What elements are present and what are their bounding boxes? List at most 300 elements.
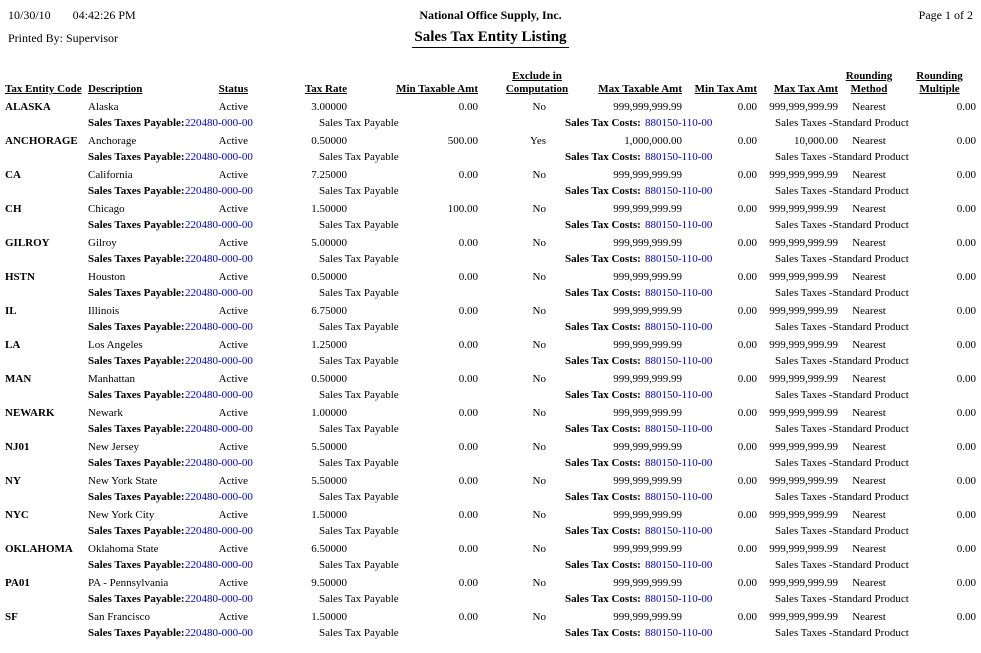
accounts-row xyxy=(0,592,981,606)
max-taxable-amt-value: 999,999,999.99 xyxy=(613,101,682,113)
exclude-in-computation-value: No xyxy=(532,339,546,351)
accounts-row xyxy=(0,422,981,436)
tax-entity-code: SF xyxy=(5,611,18,623)
col-max-tax-amt-label: Max Tax Amt xyxy=(773,83,838,95)
tax-entity-code: PA01 xyxy=(5,577,30,589)
max-tax-amt-value: 999,999,999.99 xyxy=(769,611,838,623)
tax-entity-status: Active xyxy=(218,339,248,351)
tax-entity-row xyxy=(0,508,981,522)
max-taxable-amt-value: 999,999,999.99 xyxy=(613,475,682,487)
tax-entity-group xyxy=(0,440,981,470)
sales-tax-costs-account-link[interactable]: 880150-110-00 xyxy=(645,185,713,197)
tax-entity-code: ANCHORAGE xyxy=(5,135,78,147)
company-name: National Office Supply, Inc. xyxy=(419,8,562,22)
rounding-method-value: Nearest xyxy=(852,611,886,623)
min-tax-amt-value: 0.00 xyxy=(737,101,757,113)
sales-taxes-payable-account-description: Sales Tax Payable xyxy=(319,355,399,367)
tax-entity-code: NJ01 xyxy=(5,441,30,453)
tax-entity-group xyxy=(0,168,981,198)
tax-entity-status: Active xyxy=(218,101,248,113)
tax-rate-value: 5.50000 xyxy=(311,441,347,453)
col-min-tax-amt-label: Min Tax Amt xyxy=(694,83,757,95)
tax-entity-description: New Jersey xyxy=(88,441,140,453)
max-tax-amt-value: 999,999,999.99 xyxy=(769,373,838,385)
sales-taxes-payable-account-link[interactable]: 220480-000-00 xyxy=(185,151,253,163)
sales-taxes-payable-account-link[interactable]: 220480-000-00 xyxy=(185,423,253,435)
exclude-in-computation-value: No xyxy=(532,373,546,385)
sales-taxes-payable-account-link[interactable]: 220480-000-00 xyxy=(185,559,253,571)
sales-taxes-payable-account-description: Sales Tax Payable xyxy=(319,423,399,435)
exclude-in-computation-value: No xyxy=(532,543,546,555)
tax-entity-description: Newark xyxy=(88,407,123,419)
sales-tax-costs-label: Sales Tax Costs: xyxy=(565,389,641,401)
sales-tax-costs-account-description: Sales Taxes -Standard Product xyxy=(775,559,909,571)
sales-taxes-payable-account-link[interactable]: 220480-000-00 xyxy=(185,355,253,367)
rounding-method-value: Nearest xyxy=(852,237,886,249)
min-tax-amt-value: 0.00 xyxy=(737,135,757,147)
tax-entity-code: NEWARK xyxy=(5,407,55,419)
tax-entity-status: Active xyxy=(218,305,248,317)
col-description xyxy=(86,70,214,96)
max-tax-amt-value: 999,999,999.99 xyxy=(769,441,838,453)
sales-taxes-payable-account-link[interactable]: 220480-000-00 xyxy=(185,389,253,401)
rounding-method-value: Nearest xyxy=(852,407,886,419)
tax-entity-status: Active xyxy=(218,271,248,283)
accounts-row xyxy=(0,320,981,334)
tax-rate-value: 0.50000 xyxy=(311,373,347,385)
rounding-multiple-value: 0.00 xyxy=(956,135,976,147)
rounding-multiple-value: 0.00 xyxy=(956,475,976,487)
tax-entity-row xyxy=(0,100,981,114)
accounts-row xyxy=(0,252,981,266)
min-tax-amt-value: 0.00 xyxy=(737,543,757,555)
sales-tax-costs-account-description: Sales Taxes -Standard Product xyxy=(775,627,909,639)
sales-taxes-payable-label: Sales Taxes Payable: xyxy=(88,525,185,537)
col-max-taxable-amt xyxy=(568,70,684,96)
sales-taxes-payable-account-link[interactable]: 220480-000-00 xyxy=(185,219,253,231)
exclude-in-computation-value: No xyxy=(532,169,546,181)
rounding-multiple-value: 0.00 xyxy=(956,407,976,419)
min-tax-amt-value: 0.00 xyxy=(737,203,757,215)
rounding-multiple-value: 0.00 xyxy=(956,543,976,555)
column-headers xyxy=(0,70,981,96)
accounts-row xyxy=(0,490,981,504)
max-taxable-amt-value: 999,999,999.99 xyxy=(613,305,682,317)
tax-entity-group xyxy=(0,134,981,164)
sales-tax-costs-account-link[interactable]: 880150-110-00 xyxy=(645,559,713,571)
sales-taxes-payable-label: Sales Taxes Payable: xyxy=(88,593,185,605)
tax-entity-status: Active xyxy=(218,543,248,555)
col-max-tax-amt xyxy=(759,70,840,96)
rounding-method-value: Nearest xyxy=(852,577,886,589)
report-title: Sales Tax Entity Listing xyxy=(412,29,568,48)
exclude-in-computation-value: No xyxy=(532,441,546,453)
sales-tax-costs-label: Sales Tax Costs: xyxy=(565,423,641,435)
printed-by: Printed By: Supervisor xyxy=(8,31,118,45)
sales-taxes-payable-account-description: Sales Tax Payable xyxy=(319,219,399,231)
sales-taxes-payable-account-description: Sales Tax Payable xyxy=(319,321,399,333)
sales-tax-costs-account-link[interactable]: 880150-110-00 xyxy=(645,117,713,129)
page-number: Page 1 of 2 xyxy=(918,8,973,22)
sales-tax-costs-label: Sales Tax Costs: xyxy=(565,525,641,537)
max-taxable-amt-value: 999,999,999.99 xyxy=(613,611,682,623)
tax-rate-value: 6.75000 xyxy=(311,305,347,317)
report-header-center xyxy=(238,8,743,48)
tax-rate-value: 5.50000 xyxy=(311,475,347,487)
sales-taxes-payable-label: Sales Taxes Payable: xyxy=(88,117,185,129)
max-tax-amt-value: 999,999,999.99 xyxy=(769,203,838,215)
rounding-method-value: Nearest xyxy=(852,305,886,317)
min-taxable-amt-value: 500.00 xyxy=(447,135,478,147)
sales-tax-costs-label: Sales Tax Costs: xyxy=(565,185,641,197)
tax-entity-status: Active xyxy=(218,509,248,521)
tax-entity-description: New York City xyxy=(88,509,155,521)
sales-taxes-payable-label: Sales Taxes Payable: xyxy=(88,253,185,265)
sales-taxes-payable-account-description: Sales Tax Payable xyxy=(319,559,399,571)
tax-entity-status: Active xyxy=(218,577,248,589)
min-tax-amt-value: 0.00 xyxy=(737,509,757,521)
min-taxable-amt-value: 0.00 xyxy=(458,509,478,521)
tax-rate-value: 1.50000 xyxy=(311,509,347,521)
min-taxable-amt-value: 0.00 xyxy=(458,475,478,487)
sales-taxes-payable-account-link[interactable]: 220480-000-00 xyxy=(185,253,253,265)
sales-tax-costs-label: Sales Tax Costs: xyxy=(565,117,641,129)
max-tax-amt-value: 999,999,999.99 xyxy=(769,169,838,181)
sales-tax-costs-label: Sales Tax Costs: xyxy=(565,287,641,299)
tax-entity-status: Active xyxy=(218,611,248,623)
tax-entity-code: CA xyxy=(5,169,21,181)
col-rounding-method-line2: Method xyxy=(850,83,888,95)
sales-taxes-payable-account-link[interactable]: 220480-000-00 xyxy=(185,491,253,503)
tax-entity-group xyxy=(0,338,981,368)
sales-tax-costs-account-link[interactable]: 880150-110-00 xyxy=(645,321,713,333)
tax-rate-value: 6.50000 xyxy=(311,543,347,555)
rounding-method-value: Nearest xyxy=(852,441,886,453)
sales-taxes-payable-account-link[interactable]: 220480-000-00 xyxy=(185,593,253,605)
sales-taxes-payable-label: Sales Taxes Payable: xyxy=(88,185,185,197)
col-status-label: Status xyxy=(218,83,248,95)
sales-tax-costs-account-link[interactable]: 880150-110-00 xyxy=(645,423,713,435)
tax-entity-code: NYC xyxy=(5,509,29,521)
sales-tax-costs-account-description: Sales Taxes -Standard Product xyxy=(775,151,909,163)
tax-rate-value: 0.50000 xyxy=(311,271,347,283)
col-rounding-method xyxy=(840,70,898,96)
min-taxable-amt-value: 0.00 xyxy=(458,611,478,623)
sales-tax-costs-account-link[interactable]: 880150-110-00 xyxy=(645,287,713,299)
tax-rate-value: 9.50000 xyxy=(311,577,347,589)
accounts-row xyxy=(0,558,981,572)
max-tax-amt-value: 999,999,999.99 xyxy=(769,407,838,419)
min-taxable-amt-value: 0.00 xyxy=(458,339,478,351)
sales-taxes-payable-label: Sales Taxes Payable: xyxy=(88,287,185,299)
exclude-in-computation-value: No xyxy=(532,203,546,215)
sales-tax-costs-label: Sales Tax Costs: xyxy=(565,593,641,605)
col-max-taxable-amt-label: Max Taxable Amt xyxy=(598,83,682,95)
sales-taxes-payable-label: Sales Taxes Payable: xyxy=(88,151,185,163)
accounts-row xyxy=(0,184,981,198)
min-taxable-amt-value: 0.00 xyxy=(458,101,478,113)
tax-entity-code: MAN xyxy=(5,373,32,385)
max-taxable-amt-value: 999,999,999.99 xyxy=(613,169,682,181)
exclude-in-computation-value: No xyxy=(532,305,546,317)
min-tax-amt-value: 0.00 xyxy=(737,305,757,317)
max-tax-amt-value: 999,999,999.99 xyxy=(769,339,838,351)
sales-taxes-payable-account-description: Sales Tax Payable xyxy=(319,457,399,469)
sales-taxes-payable-account-link[interactable]: 220480-000-00 xyxy=(185,287,253,299)
sales-taxes-payable-account-description: Sales Tax Payable xyxy=(319,593,399,605)
tax-rate-value: 3.00000 xyxy=(311,101,347,113)
max-taxable-amt-value: 999,999,999.99 xyxy=(613,373,682,385)
sales-tax-costs-account-link[interactable]: 880150-110-00 xyxy=(645,253,713,265)
col-description-label: Description xyxy=(88,83,143,95)
col-exclude-line2: Computation xyxy=(505,83,569,95)
sales-tax-costs-account-description: Sales Taxes -Standard Product xyxy=(775,321,909,333)
rounding-multiple-value: 0.00 xyxy=(956,101,976,113)
tax-entity-description: PA - Pennsylvania xyxy=(88,577,169,589)
rounding-method-value: Nearest xyxy=(852,373,886,385)
tax-entity-code: IL xyxy=(5,305,17,317)
sales-tax-costs-account-link[interactable]: 880150-110-00 xyxy=(645,355,713,367)
tax-entity-row xyxy=(0,236,981,250)
min-tax-amt-value: 0.00 xyxy=(737,339,757,351)
sales-tax-costs-label: Sales Tax Costs: xyxy=(565,355,641,367)
report-header xyxy=(0,0,981,48)
tax-rate-value: 1.50000 xyxy=(311,611,347,623)
rounding-method-value: Nearest xyxy=(852,135,886,147)
sales-taxes-payable-account-link[interactable]: 220480-000-00 xyxy=(185,117,253,129)
min-taxable-amt-value: 0.00 xyxy=(458,237,478,249)
sales-tax-costs-account-link[interactable]: 880150-110-00 xyxy=(645,219,713,231)
sales-taxes-payable-account-description: Sales Tax Payable xyxy=(319,253,399,265)
tax-entity-row xyxy=(0,474,981,488)
tax-entity-group xyxy=(0,304,981,334)
max-tax-amt-value: 999,999,999.99 xyxy=(769,577,838,589)
tax-entity-description: Manhattan xyxy=(88,373,136,385)
sales-tax-costs-account-description: Sales Taxes -Standard Product xyxy=(775,219,909,231)
tax-rate-value: 7.25000 xyxy=(311,169,347,181)
max-tax-amt-value: 10,000.00 xyxy=(794,135,838,147)
min-tax-amt-value: 0.00 xyxy=(737,271,757,283)
sales-tax-costs-account-description: Sales Taxes -Standard Product xyxy=(775,491,909,503)
tax-entity-status: Active xyxy=(218,135,248,147)
rounding-multiple-value: 0.00 xyxy=(956,441,976,453)
tax-entity-group xyxy=(0,202,981,232)
tax-entity-row xyxy=(0,270,981,284)
max-tax-amt-value: 999,999,999.99 xyxy=(769,475,838,487)
col-tax-entity-code-label: Tax Entity Code xyxy=(5,83,82,95)
sales-taxes-payable-label: Sales Taxes Payable: xyxy=(88,219,185,231)
rounding-method-value: Nearest xyxy=(852,543,886,555)
accounts-row xyxy=(0,150,981,164)
exclude-in-computation-value: No xyxy=(532,237,546,249)
tax-entity-group xyxy=(0,100,981,130)
tax-rate-value: 1.00000 xyxy=(311,407,347,419)
max-taxable-amt-value: 999,999,999.99 xyxy=(613,407,682,419)
min-tax-amt-value: 0.00 xyxy=(737,611,757,623)
tax-entity-row xyxy=(0,406,981,420)
accounts-row xyxy=(0,116,981,130)
sales-tax-costs-label: Sales Tax Costs: xyxy=(565,559,641,571)
sales-tax-costs-account-link[interactable]: 880150-110-00 xyxy=(645,627,713,639)
tax-entity-description: Houston xyxy=(88,271,126,283)
sales-taxes-payable-account-link[interactable]: 220480-000-00 xyxy=(185,627,253,639)
sales-tax-costs-label: Sales Tax Costs: xyxy=(565,457,641,469)
exclude-in-computation-value: No xyxy=(532,271,546,283)
sales-taxes-payable-label: Sales Taxes Payable: xyxy=(88,355,185,367)
tax-entity-code: ALASKA xyxy=(5,101,51,113)
tax-entity-description: San Francisco xyxy=(88,611,151,623)
sales-taxes-payable-label: Sales Taxes Payable: xyxy=(88,627,185,639)
sales-tax-costs-account-link[interactable]: 880150-110-00 xyxy=(645,151,713,163)
sales-taxes-payable-label: Sales Taxes Payable: xyxy=(88,321,185,333)
tax-entity-group xyxy=(0,610,981,640)
accounts-row xyxy=(0,456,981,470)
min-taxable-amt-value: 100.00 xyxy=(447,203,478,215)
max-taxable-amt-value: 999,999,999.99 xyxy=(613,339,682,351)
sales-taxes-payable-account-description: Sales Tax Payable xyxy=(319,117,399,129)
col-tax-rate xyxy=(250,70,349,96)
entity-list xyxy=(0,100,981,640)
sales-taxes-payable-account-description: Sales Tax Payable xyxy=(319,287,399,299)
max-taxable-amt-value: 1,000,000.00 xyxy=(624,135,682,147)
rounding-multiple-value: 0.00 xyxy=(956,237,976,249)
date-time-line xyxy=(8,8,238,23)
max-tax-amt-value: 999,999,999.99 xyxy=(769,305,838,317)
col-min-tax-amt xyxy=(684,70,759,96)
rounding-multiple-value: 0.00 xyxy=(956,305,976,317)
tax-entity-code: OKLAHOMA xyxy=(5,543,73,555)
sales-tax-costs-account-link[interactable]: 880150-110-00 xyxy=(645,525,713,537)
accounts-row xyxy=(0,524,981,538)
min-tax-amt-value: 0.00 xyxy=(737,475,757,487)
max-taxable-amt-value: 999,999,999.99 xyxy=(613,577,682,589)
min-tax-amt-value: 0.00 xyxy=(737,441,757,453)
col-min-taxable-amt-label: Min Taxable Amt xyxy=(396,83,478,95)
sales-tax-costs-account-link[interactable]: 880150-110-00 xyxy=(645,593,713,605)
tax-entity-row xyxy=(0,542,981,556)
sales-tax-costs-account-link[interactable]: 880150-110-00 xyxy=(645,491,713,503)
col-tax-rate-label: Tax Rate xyxy=(304,83,347,95)
sales-taxes-payable-account-description: Sales Tax Payable xyxy=(319,151,399,163)
exclude-in-computation-value: No xyxy=(532,611,546,623)
accounts-row xyxy=(0,286,981,300)
report-date: 10/30/10 xyxy=(8,8,51,22)
sales-taxes-payable-account-description: Sales Tax Payable xyxy=(319,185,399,197)
accounts-row xyxy=(0,218,981,232)
sales-taxes-payable-account-link[interactable]: 220480-000-00 xyxy=(185,185,253,197)
exclude-in-computation-value: Yes xyxy=(529,135,546,147)
tax-entity-group xyxy=(0,542,981,572)
rounding-method-value: Nearest xyxy=(852,169,886,181)
tax-entity-row xyxy=(0,168,981,182)
sales-tax-costs-account-description: Sales Taxes -Standard Product xyxy=(775,117,909,129)
col-tax-entity-code xyxy=(0,70,86,96)
tax-entity-group xyxy=(0,372,981,402)
sales-taxes-payable-account-link[interactable]: 220480-000-00 xyxy=(185,321,253,333)
min-tax-amt-value: 0.00 xyxy=(737,169,757,181)
max-tax-amt-value: 999,999,999.99 xyxy=(769,543,838,555)
max-tax-amt-value: 999,999,999.99 xyxy=(769,237,838,249)
sales-tax-costs-label: Sales Tax Costs: xyxy=(565,151,641,163)
sales-taxes-payable-label: Sales Taxes Payable: xyxy=(88,457,185,469)
max-taxable-amt-value: 999,999,999.99 xyxy=(613,509,682,521)
sales-tax-costs-account-description: Sales Taxes -Standard Product xyxy=(775,389,909,401)
col-rounding-multiple-line1: Rounding xyxy=(916,70,963,82)
sales-taxes-payable-label: Sales Taxes Payable: xyxy=(88,491,185,503)
rounding-method-value: Nearest xyxy=(852,339,886,351)
rounding-method-value: Nearest xyxy=(852,203,886,215)
sales-taxes-payable-label: Sales Taxes Payable: xyxy=(88,559,185,571)
exclude-in-computation-value: No xyxy=(532,475,546,487)
sales-tax-costs-label: Sales Tax Costs: xyxy=(565,491,641,503)
tax-entity-status: Active xyxy=(218,203,248,215)
report-time: 04:42:26 PM xyxy=(72,8,136,22)
min-taxable-amt-value: 0.00 xyxy=(458,543,478,555)
max-tax-amt-value: 999,999,999.99 xyxy=(769,509,838,521)
sales-tax-costs-account-link[interactable]: 880150-110-00 xyxy=(645,457,713,469)
sales-taxes-payable-account-description: Sales Tax Payable xyxy=(319,491,399,503)
col-rounding-multiple xyxy=(898,70,981,96)
tax-entity-description: New York State xyxy=(88,475,158,487)
tax-entity-code: GILROY xyxy=(5,237,50,249)
min-taxable-amt-value: 0.00 xyxy=(458,407,478,419)
report-header-left xyxy=(8,8,238,48)
rounding-multiple-value: 0.00 xyxy=(956,611,976,623)
max-tax-amt-value: 999,999,999.99 xyxy=(769,101,838,113)
rounding-method-value: Nearest xyxy=(852,509,886,521)
tax-entity-code: LA xyxy=(5,339,21,351)
sales-taxes-payable-account-description: Sales Tax Payable xyxy=(319,389,399,401)
max-taxable-amt-value: 999,999,999.99 xyxy=(613,203,682,215)
tax-entity-status: Active xyxy=(218,475,248,487)
sales-taxes-payable-label: Sales Taxes Payable: xyxy=(88,423,185,435)
sales-taxes-payable-account-link[interactable]: 220480-000-00 xyxy=(185,457,253,469)
tax-entity-group xyxy=(0,576,981,606)
tax-entity-group xyxy=(0,406,981,436)
min-tax-amt-value: 0.00 xyxy=(737,577,757,589)
sales-tax-costs-label: Sales Tax Costs: xyxy=(565,219,641,231)
sales-tax-costs-account-description: Sales Taxes -Standard Product xyxy=(775,355,909,367)
rounding-method-value: Nearest xyxy=(852,271,886,283)
max-taxable-amt-value: 999,999,999.99 xyxy=(613,237,682,249)
rounding-multiple-value: 0.00 xyxy=(956,509,976,521)
tax-entity-status: Active xyxy=(218,169,248,181)
min-taxable-amt-value: 0.00 xyxy=(458,169,478,181)
tax-entity-row xyxy=(0,338,981,352)
tax-entity-row xyxy=(0,202,981,216)
col-status xyxy=(214,70,250,96)
exclude-in-computation-value: No xyxy=(532,509,546,521)
tax-entity-description: Gilroy xyxy=(88,237,117,249)
min-taxable-amt-value: 0.00 xyxy=(458,271,478,283)
min-taxable-amt-value: 0.00 xyxy=(458,441,478,453)
sales-taxes-payable-account-link[interactable]: 220480-000-00 xyxy=(185,525,253,537)
tax-entity-code: CH xyxy=(5,203,22,215)
col-min-taxable-amt xyxy=(349,70,480,96)
rounding-multiple-value: 0.00 xyxy=(956,271,976,283)
rounding-multiple-value: 0.00 xyxy=(956,339,976,351)
sales-tax-costs-label: Sales Tax Costs: xyxy=(565,627,641,639)
sales-tax-costs-account-link[interactable]: 880150-110-00 xyxy=(645,389,713,401)
sales-taxes-payable-account-description: Sales Tax Payable xyxy=(319,525,399,537)
rounding-method-value: Nearest xyxy=(852,101,886,113)
sales-tax-costs-account-description: Sales Taxes -Standard Product xyxy=(775,185,909,197)
rounding-multiple-value: 0.00 xyxy=(956,577,976,589)
max-tax-amt-value: 999,999,999.99 xyxy=(769,271,838,283)
tax-entity-status: Active xyxy=(218,373,248,385)
tax-entity-group xyxy=(0,474,981,504)
sales-tax-costs-account-description: Sales Taxes -Standard Product xyxy=(775,525,909,537)
